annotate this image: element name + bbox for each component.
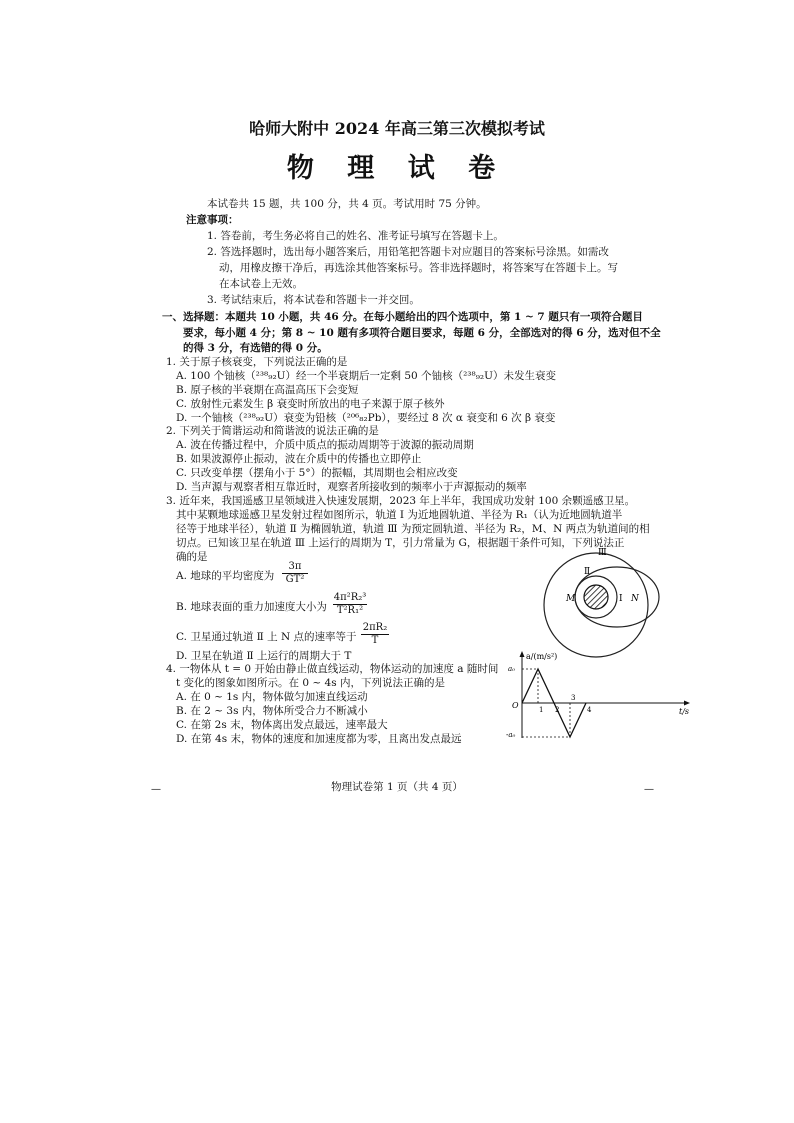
q3-option-a-text: A. 地球的平均密度为 (176, 570, 275, 582)
footer-left-mark: — (151, 784, 161, 795)
y-axis-arrow (520, 651, 525, 657)
label-orbit-1: Ⅰ (619, 594, 623, 604)
acceleration-time-graph (506, 648, 696, 743)
label-orbit-3: Ⅲ (598, 548, 607, 558)
neg-a0-label: -a₀ (506, 731, 516, 739)
q3-c-denominator: T (371, 635, 379, 646)
notice-item-1: 1. 答卷前，考生务必将自己的姓名、准考证号填写在答题卡上。 (207, 230, 504, 242)
x-axis-arrow (684, 701, 690, 706)
q2-option-a: A. 波在传播过程中，介质中质点的振动周期等于波源的振动周期 (176, 439, 474, 451)
intro-text: 本试卷共 15 题，共 100 分，共 4 页。考试用时 75 分钟。 (207, 198, 487, 210)
q3-c-numerator: 2πR₂ (362, 622, 388, 633)
x-tick-label-1: 1 (539, 706, 544, 714)
q3-a-numerator: 3π (282, 561, 308, 574)
notice-item-2-cont: 动，用橡皮擦干净后，再选涂其他答案标号。答非选择题时，将答案写在答题卡上。写 (219, 262, 618, 274)
notice-item-2: 2. 答选择题时，选出每小题答案后，用铅笔把答题卡对应题目的答案标号涂黑。如需改 (207, 246, 609, 258)
q4-option-c: C. 在第 2s 末，物体离出发点最远，速率最大 (176, 719, 388, 731)
origin-label: O (512, 701, 519, 710)
q3-option-b-fraction (333, 592, 367, 617)
q3-b-numerator: 4π²R₂³ (333, 592, 367, 603)
q1-option-b: B. 原子核的半衰期在高温高压下会变短 (176, 384, 359, 396)
a0-label: a₀ (508, 665, 515, 673)
q3-option-b-text: B. 地球表面的重力加速度大小为 (176, 601, 327, 613)
q1-option-c: C. 放射性元素发生 β 衰变时所放出的电子来源于原子核外 (176, 398, 445, 410)
q4-option-a: A. 在 0 ~ 1s 内，物体做匀加速直线运动 (176, 691, 368, 703)
paper-title: 物 理 试 卷 (286, 153, 508, 184)
section-heading-line-1: 一、选择题：本题共 10 小题，共 46 分。在每小题给出的四个选项中，第 1 ~ 7 题只有一项符合题目 (162, 311, 643, 323)
earth-icon (584, 585, 608, 609)
q3-stem-line-3: 径等于地球半径），轨道 Ⅱ 为椭圆轨道，轨道 Ⅲ 为预定圆轨道、半径为 R₂，M、N 两点为轨道间的相 (176, 523, 650, 535)
x-tick-label-4: 4 (587, 706, 592, 714)
footer-right-mark: — (644, 784, 654, 795)
section-heading-line-2: 要求，每小题 4 分；第 8 ~ 10 题有多项符合题目要求，每题 6 分，全部选对的得 6 分，选对但不全 (183, 327, 661, 339)
q4-option-b: B. 在 2 ~ 3s 内，物体所受合力不断减小 (176, 705, 368, 717)
notice-item-2-cont2: 在本试卷上无效。 (219, 278, 303, 290)
q3-stem-line-2: 其中某颗地球遥感卫星发射过程如图所示，轨道 Ⅰ 为近地圆轨道、半径为 R₁（认为近地圆轨道半 (176, 509, 623, 521)
label-orbit-2: Ⅱ (584, 567, 591, 577)
section-heading-line-3: 的得 3 分，有选错的得 0 分。 (183, 342, 328, 354)
notice-item-3: 3. 考试结束后，将本试卷和答题卡一并交回。 (207, 294, 420, 306)
q2-option-d: D. 当声源与观察者相互靠近时，观察者所接收到的频率小于声源振动的频率 (176, 481, 527, 493)
q4-stem-line-1: 4. 一物体从 t = 0 开始由静止做直线运动，物体运动的加速度 a 随时间 (166, 663, 499, 675)
q1-stem: 1. 关于原子核衰变，下列说法正确的是 (166, 356, 348, 368)
q4-option-d: D. 在第 4s 末，物体的速度和加速度都为零，且离出发点最远 (176, 733, 462, 745)
q3-option-c-text: C. 卫星通过轨道 Ⅱ 上 N 点的速率等于 (176, 631, 357, 643)
y-axis-label: a/(m/s²) (526, 652, 558, 661)
q2-option-c: C. 只改变单摆（摆角小于 5°）的振幅，其周期也会相应改变 (176, 467, 458, 479)
q3-a-denominator: GT² (285, 574, 305, 585)
q3-option-d: D. 卫星在轨道 Ⅱ 上运行的周期大于 T (176, 650, 352, 662)
q1-option-a: A. 100 个铀核（²³⁸₉₂U）经一个半衰期后一定剩 50 个铀核（²³⁸₉₂U）未发生衰变 (176, 370, 556, 382)
q3-option-a-fraction (282, 561, 308, 586)
q3-option-c-fraction (361, 622, 389, 647)
x-tick-label-3: 3 (571, 694, 576, 702)
notice-heading: 注意事项： (186, 214, 239, 226)
label-point-n: N (631, 594, 639, 604)
x-axis-label: t/s (679, 707, 690, 716)
x-tick-label-2: 2 (555, 706, 560, 714)
q3-stem-line-1: 3. 近年来，我国遥感卫星领域进入快速发展期，2023 年上半年，我国成功发射 100 余颗遥感卫星。 (166, 495, 636, 507)
q2-option-b: B. 如果波源停止振动，波在介质中的传播也立即停止 (176, 453, 422, 465)
q4-stem-line-2: t 变化的图象如图所示。在 0 ~ 4s 内，下列说法正确的是 (176, 677, 445, 689)
school-title: 哈师大附中 2024 年高三第三次模拟考试 (249, 119, 545, 138)
label-point-m: M (566, 594, 576, 604)
q3-stem-line-5: 确的是 (176, 551, 208, 563)
orbit-diagram (520, 547, 660, 659)
q2-stem: 2. 下列关于简谐运动和简谐波的说法正确的是 (166, 425, 379, 437)
q3-stem-line-4: 切点。已知该卫星在轨道 Ⅲ 上运行的周期为 T，引力常量为 G，根据题干条件可知，下列说法正 (176, 537, 625, 549)
page-footer: 物理试卷第 1 页（共 4 页） (331, 781, 463, 793)
q1-option-d: D. 一个铀核（²³⁸₉₂U）衰变为铅核（²⁰⁶₈₂Pb），要经过 8 次 α 衰变和 6 次 β 衰变 (176, 412, 556, 424)
q3-b-denominator: T²R₁² (336, 605, 364, 616)
